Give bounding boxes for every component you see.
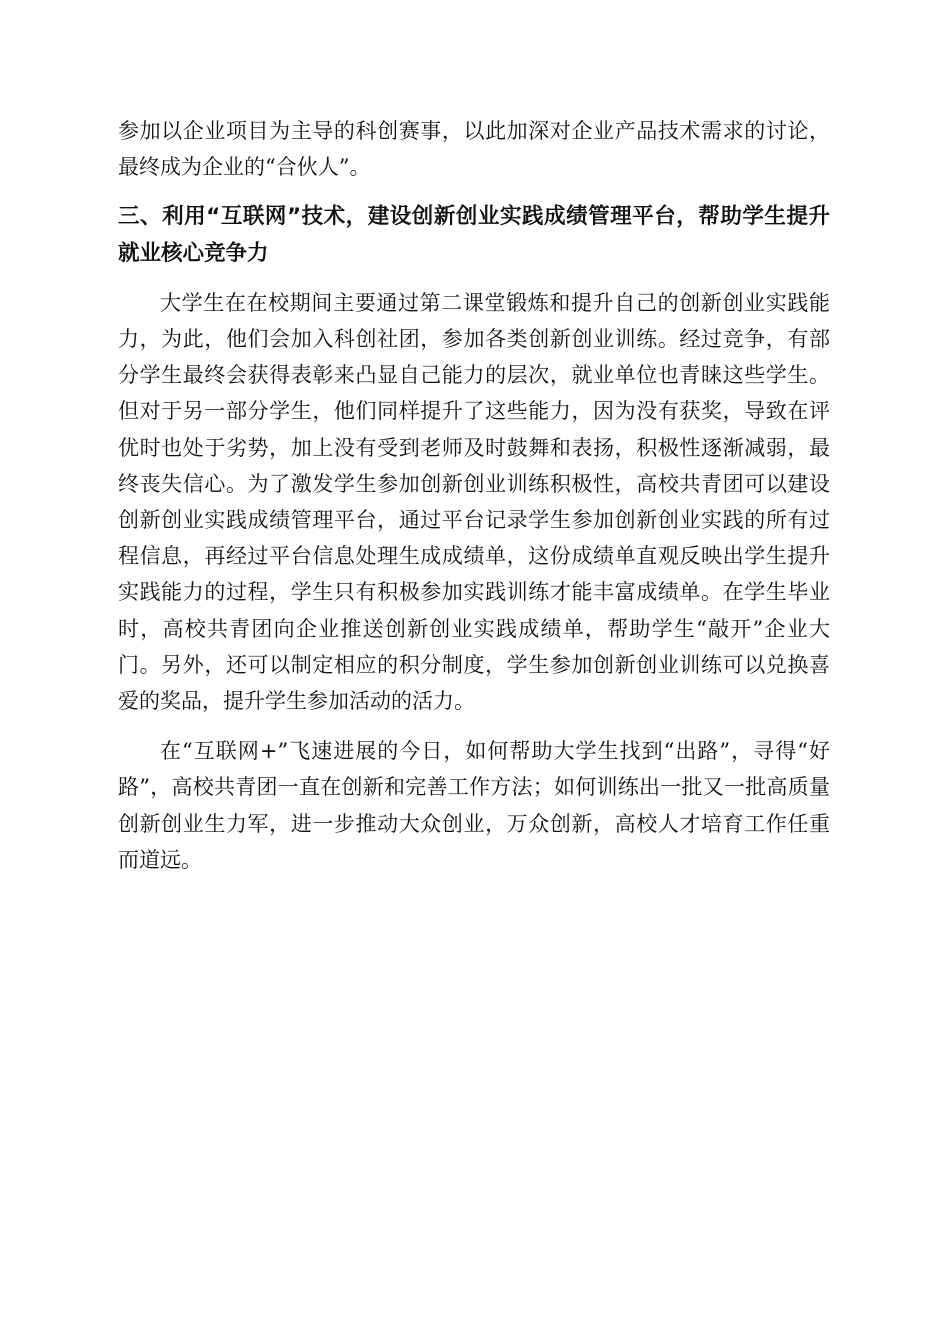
paragraph-continuation: 参加以企业项目为主导的科创赛事，以此加深对企业产品技术需求的讨论，最终成为企业的“合伙人”。 <box>118 119 830 180</box>
paragraph-body: 大学生在在校期间主要通过第二课堂锻炼和提升自己的创新创业实践能力，为此，他们会加入科创社团，参加各类创新创业训练。经过竞争，有部分学生最终会获得表彰来凸显自己能力的层次，就业单位也青睐这些学生。但对于另一部分学生，他们同样提升了这些能力，因为没有获奖，导致在评优时也处于劣势，加上没有受到老师及时鼓舞和表扬，积极性逐渐减弱，最终丧失信心。为了激发学生参加创新创业训练积极性，高校共青团可以建设创新创业实践成绩管理平台，通过平台记录学生参加创新创业实践的所有过程信息，再经过平台信息处理生成成绩单，这份成绩单直观反映出学生提升实践能力的过程，学生只有积极参加实践训练才能丰富成绩单。在学生毕业时，高校共青团向企业推送创新创业实践成绩单，帮助学生“敲开”企业大门。另外，还可以制定相应的积分制度，学生参加创新创业训练可以兑换喜爱的奖品，提升学生参加活动的活力。 <box>118 290 830 714</box>
paragraph-conclusion: 在“互联网+”飞速进展的今日，如何帮助大学生找到“出路”，寻得“好路”，高校共青团一直在创新和完善工作方法；如何训练出一批又一批高质量创新创业生力军，进一步推动大众创业，万众创新，高校人才培育工作任重而道远。 <box>118 739 830 872</box>
document-body <box>118 113 830 878</box>
section-heading: 三、利用“互联网”技术，建设创新创业实践成绩管理平台，帮助学生提升就业核心竞争力 <box>118 204 830 266</box>
